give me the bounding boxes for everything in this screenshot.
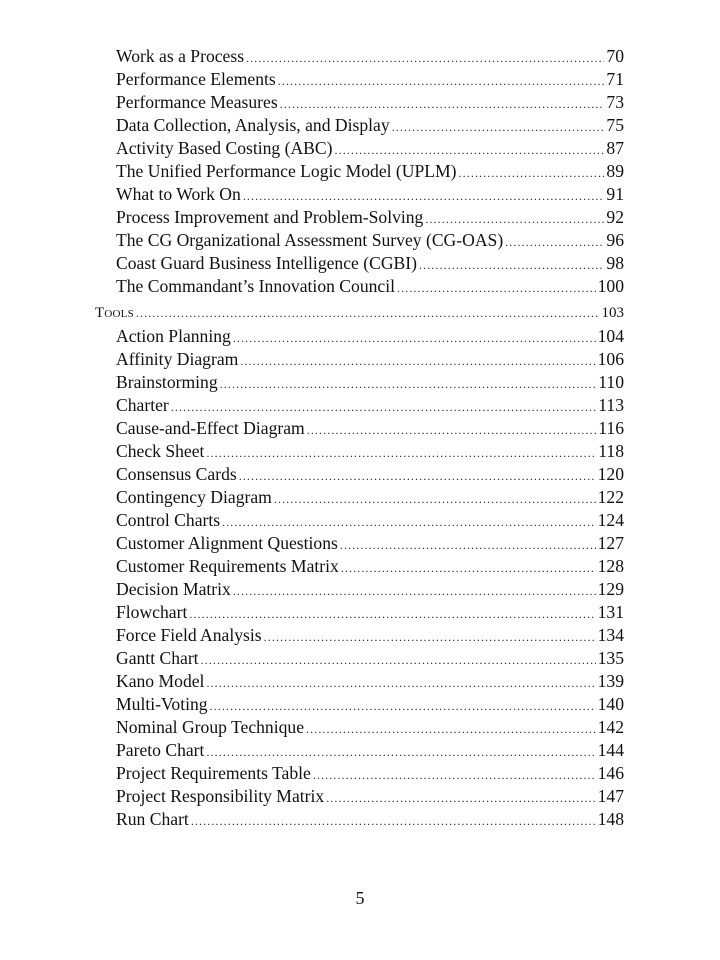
dot-leader [210,695,596,718]
toc-entry[interactable] [95,785,624,808]
toc-entry[interactable] [95,68,624,91]
toc-entry-page: 73 [606,92,624,112]
dot-leader [233,327,596,350]
toc-entry-page: 106 [597,349,624,369]
toc-entry-page: 134 [597,625,624,645]
toc-entry-page: 98 [606,253,624,273]
toc-entry-title: Process Improvement and Problem-Solving [116,207,424,227]
toc-section-entry[interactable] [95,302,624,325]
dot-leader [220,373,597,396]
dot-leader [243,185,605,208]
toc-entry-title: Contingency Diagram [116,487,272,507]
dot-leader [419,254,604,277]
toc-entry-page: 142 [597,717,624,737]
toc-entry-title: Pareto Chart [116,740,205,760]
toc-entry-page: 100 [597,276,624,296]
dot-leader [505,231,604,254]
toc-entry-title: Consensus Cards [116,464,237,484]
toc-entry-page: 116 [598,418,624,438]
toc-entry[interactable] [95,808,624,831]
dot-leader [239,465,596,488]
toc-entry-title: Run Chart [116,809,189,829]
toc-entry-title: The Unified Performance Logic Model (UPLM) [116,161,457,181]
toc-entry-title: Performance Elements [116,69,276,89]
toc-entry[interactable] [95,91,624,114]
toc-entry-title: Customer Requirements Matrix [116,556,339,576]
toc-entry[interactable] [95,716,624,739]
dot-leader [313,764,596,787]
toc-entry-page: 128 [597,556,624,576]
toc-entry-page: 70 [606,46,624,66]
toc-entry[interactable] [95,160,624,183]
dot-leader [340,534,596,557]
toc-entry-title: Charter [116,395,169,415]
toc-entry-title: What to Work On [116,184,241,204]
page-number: 5 [355,888,365,908]
toc-entry-title: Cause-and-Effect Diagram [116,418,305,438]
toc-entry-page: 131 [597,602,624,622]
toc-entry[interactable] [95,45,624,68]
toc-entry-title: Project Responsibility Matrix [116,786,325,806]
toc-entry-title: Data Collection, Analysis, and Display [116,115,390,135]
toc-entry-page: 110 [598,372,624,392]
toc-entry[interactable] [95,417,624,440]
toc-entry-title: The CG Organizational Assessment Survey (CG-OAS) [116,230,504,250]
toc-entry[interactable] [95,348,624,371]
toc-entry-title: Decision Matrix [116,579,231,599]
toc-entry[interactable] [95,739,624,762]
toc-entry[interactable] [95,578,624,601]
dot-leader [280,93,605,116]
toc-entry-page: 96 [606,230,624,250]
toc-entry-page: 129 [597,579,624,599]
toc-entry-title: Project Requirements Table [116,763,311,783]
dot-leader [222,511,596,534]
dot-leader [278,70,605,93]
toc-entry[interactable] [95,555,624,578]
toc-entry-title: Customer Alignment Questions [116,533,338,553]
toc-entry-page: 139 [597,671,624,691]
toc-entry[interactable] [95,624,624,647]
toc-entry-page: 91 [606,184,624,204]
dot-leader [264,626,596,649]
toc-entry[interactable] [95,137,624,160]
dot-leader [392,116,605,139]
toc-entry[interactable] [95,394,624,417]
toc-entry[interactable] [95,601,624,624]
toc-entry-page: 113 [598,395,624,415]
toc-entry-page: 75 [606,115,624,135]
toc-entry-page: 89 [606,161,624,181]
toc-entry[interactable] [95,275,624,298]
dot-leader [206,741,595,764]
toc-entry-page: 92 [606,207,624,227]
dot-leader [425,208,604,231]
toc-entry-title: Work as a Process [116,46,245,66]
dot-leader [233,580,596,603]
toc-entry[interactable] [95,762,624,785]
toc-entry-page: 140 [597,694,624,714]
toc-entry-page: 103 [601,305,624,321]
dot-leader [246,47,604,70]
toc-entry-page: 144 [597,740,624,760]
dot-leader [206,672,595,695]
toc-entry-title: Nominal Group Technique [116,717,305,737]
toc-entry[interactable] [95,440,624,463]
dot-leader [274,488,596,511]
dot-leader [240,350,595,373]
toc-entry-title: Kano Model [116,671,205,691]
toc-entry-title: Flowchart [116,602,188,622]
toc-entry[interactable] [95,670,624,693]
toc-entry-title: Affinity Diagram [116,349,239,369]
toc-entry[interactable] [95,206,624,229]
toc-entry[interactable] [95,114,624,137]
toc-entry[interactable] [95,486,624,509]
toc-entry-title: Control Charts [116,510,221,530]
toc-entry-title: Brainstorming [116,372,218,392]
toc-entry-page: 124 [597,510,624,530]
toc-entry-page: 122 [597,487,624,507]
toc-entry[interactable] [95,463,624,486]
dot-leader [136,302,600,325]
toc-section-title: Tools [95,305,134,321]
toc-entry-page: 71 [606,69,624,89]
toc-entry-title: Gantt Chart [116,648,199,668]
dot-leader [201,649,596,672]
toc-entry-title: Check Sheet [116,441,205,461]
toc-entry[interactable] [95,371,624,394]
toc-entry-title: Performance Measures [116,92,278,112]
dot-leader [171,396,596,419]
toc-entry[interactable] [95,325,624,348]
toc-entry-page: 118 [598,441,624,461]
toc-entry[interactable] [95,183,624,206]
dot-leader [306,718,596,741]
dot-leader [189,603,595,626]
toc-entry[interactable] [95,509,624,532]
toc-entry-page: 146 [597,763,624,783]
dot-leader [206,442,596,465]
toc-entry[interactable] [95,693,624,716]
dot-leader [341,557,596,580]
toc-entry-title: Multi-Voting [116,694,208,714]
toc-entry-title: Activity Based Costing (ABC) [116,138,333,158]
toc-entry-page: 147 [597,786,624,806]
dot-leader [307,419,597,442]
dot-leader [326,787,595,810]
dot-leader [191,810,596,833]
table-of-contents [95,45,624,831]
toc-entry-title: Force Field Analysis [116,625,262,645]
toc-entry-page: 148 [597,809,624,829]
toc-entry[interactable] [95,532,624,555]
dot-leader [335,139,605,162]
toc-entry-page: 135 [597,648,624,668]
toc-entry[interactable] [95,647,624,670]
toc-entry[interactable] [95,252,624,275]
toc-entry[interactable] [95,229,624,252]
toc-entry-page: 127 [597,533,624,553]
toc-entry-page: 87 [606,138,624,158]
toc-entry-title: Action Planning [116,326,231,346]
toc-entry-page: 120 [597,464,624,484]
dot-leader [459,162,605,185]
dot-leader [397,277,596,300]
toc-entry-page: 104 [597,326,624,346]
toc-entry-title: The Commandant’s Innovation Council [116,276,396,296]
toc-entry-title: Coast Guard Business Intelligence (CGBI) [116,253,417,273]
